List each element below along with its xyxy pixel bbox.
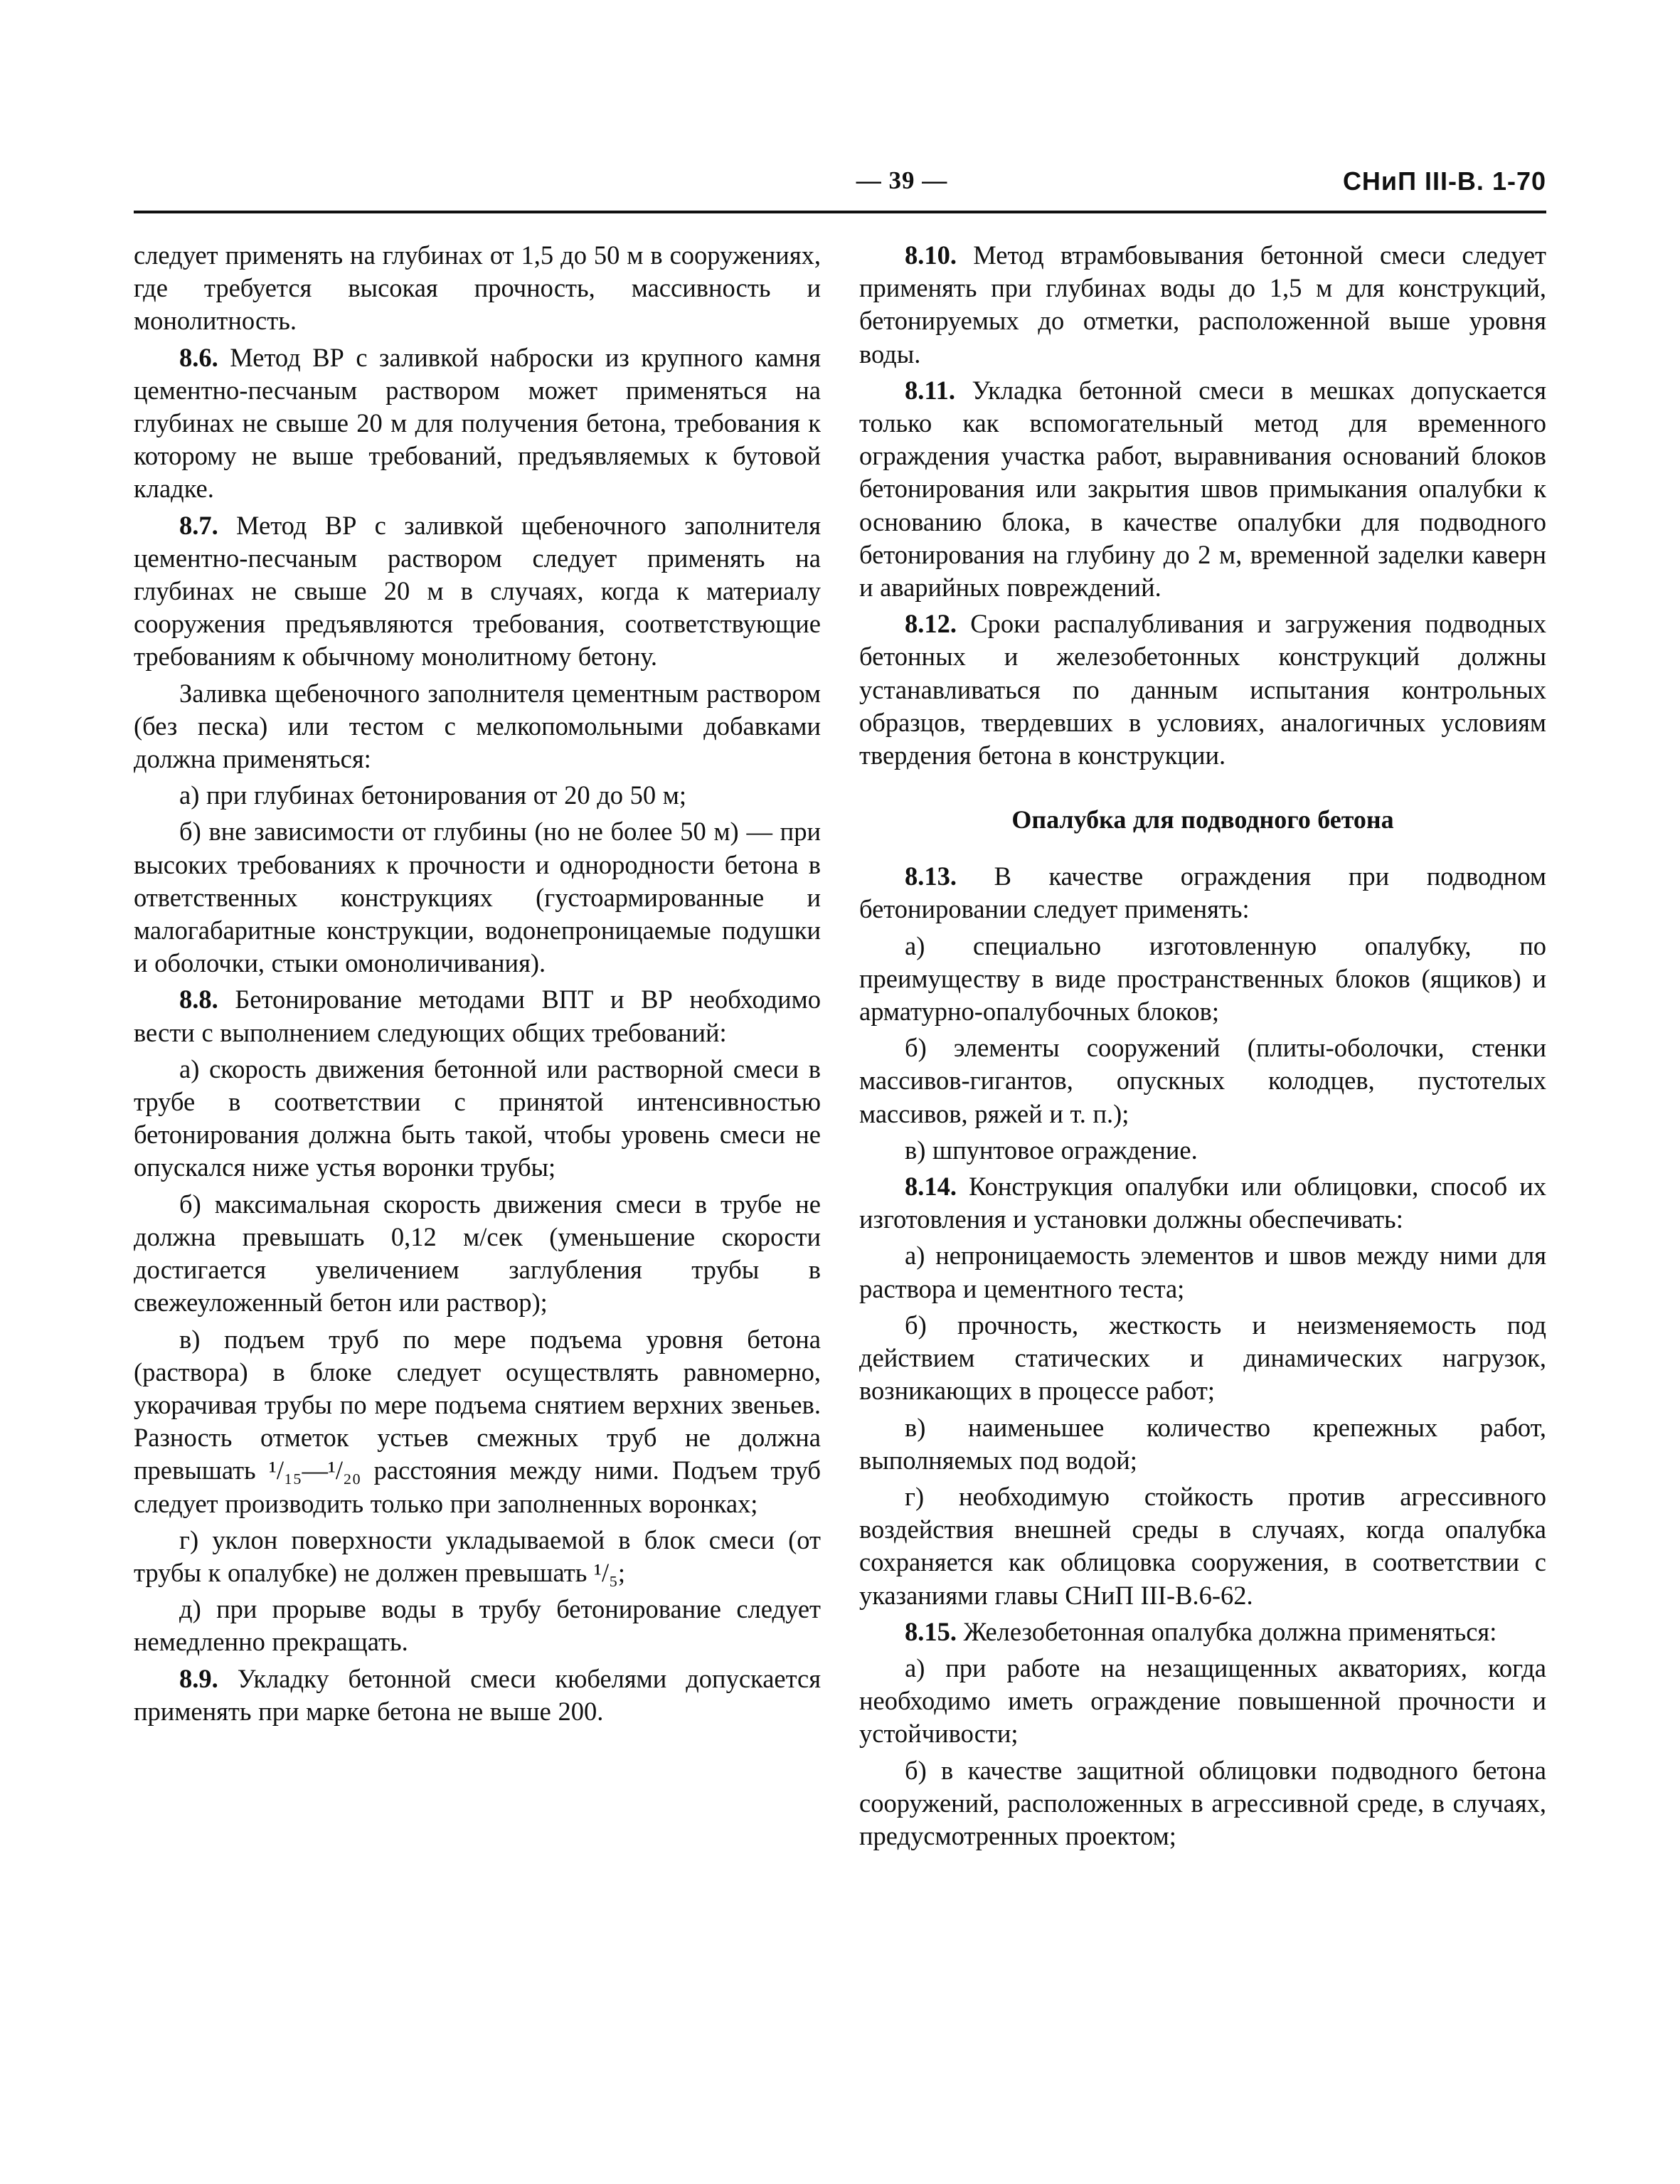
list-item-text: в) шпунтовое ограждение. [905,1135,1198,1165]
list-item [859,1411,1546,1477]
list-item [859,1134,1546,1167]
header-divider [134,211,1546,213]
list-item [134,815,821,980]
list-item [134,779,821,812]
list-item [859,1652,1546,1751]
list-item [859,1480,1546,1612]
list-item-text: а) при работе на незащищенных акваториях, когда необходимо иметь ограждение повышенной прочности и устойчивости; [859,1653,1546,1749]
list-item-text: б) прочность, жесткость и неизменяемость под действием статических и динамических нагрузок, возникающих в процессе работ; [859,1310,1546,1406]
list-item [859,1032,1546,1130]
section-heading: Опалубка для подводного бетона [1011,805,1394,834]
section-number: 8.13. [905,862,957,891]
section-number: 8.9. [179,1663,218,1693]
list-item-text: г) необходимую стойкость против агрессивного воздействия внешней среды в случаях, когда опалубка сохраняется как облицовка сооружения, в соответствии с указаниями главы СНиП III-В.6-62. [859,1481,1546,1610]
list-item [134,1524,821,1589]
list-item-text: б) вне зависимости от глубины (но не более 50 м) — при высоких требованиях к прочности и однородности бетона в ответственных конструкциях (густоармированные и малогабаритные конструкции, водонепроницаемые подушки и оболочки, стыки омоноличивания). [134,817,821,978]
list-item [134,1323,821,1520]
paragraph-text: Бетонирование методами ВПТ и ВР необходимо вести с выполнением следующих общих требований: [134,985,821,1047]
list-item [859,1754,1546,1853]
section-number: 8.15. [905,1616,957,1646]
paragraph-text: Железобетонная опалубка должна применяться: [963,1616,1497,1646]
list-item [134,1053,821,1184]
list-item [859,1309,1546,1408]
section-8-14-paragraph [859,1170,1546,1236]
section-number: 8.10. [905,240,957,270]
right-column [859,239,1546,1856]
page-number: — 39 — [856,166,948,194]
list-item-text: г) уклон поверхности укладываемой в блок смеси (от трубы к опалубке) не должен превышать ¹/₅; [134,1525,821,1587]
list-item-text: а) при глубинах бетонирования от 20 до 50 м; [179,780,687,810]
section-number: 8.8. [179,985,218,1014]
left-column [134,239,821,1732]
paragraph-text: Укладка бетонной смеси в мешках допускается только как вспомогательный метод для временного ограждения участка работ, выравнивания оснований блоков бетонирования или закрытия швов примыкания опалубки к основанию блока, в качестве опалубки для подводного бетонирования на глубину до 2 м, временной заделки каверн и аварийных повреждений. [859,375,1547,603]
paragraph-text: Конструкция опалубки или облицовки, способ их изготовления и установки должны обеспечивать: [859,1172,1547,1234]
section-number: 8.6. [179,342,218,372]
section-number: 8.11. [905,375,955,405]
paragraph-text: Укладку бетонной смеси кюбелями допускается применять при марке бетона не выше 200. [134,1663,821,1726]
list-item-text: а) скорость движения бетонной или растворной смеси в трубе в соответствии с принятой интенсивностью бетонирования должна быть такой, чтобы уровень смеси не опускался ниже устья воронки трубы; [134,1054,821,1182]
document-code: СНиП III-В. 1-70 [1342,166,1546,196]
list-item [134,1593,821,1658]
list-item-text: б) максимальная скорость движения смеси в трубе не должна превышать 0,12 м/сек (уменьшение скорости достигается увеличением заглубления трубы в свежеуложенный бетон или раствор); [134,1189,821,1318]
section-number: 8.7. [179,510,218,540]
section-8-15-paragraph [859,1616,1546,1648]
list-item-text: д) при прорыве воды в трубу бетонирование следует немедленно прекращать. [134,1594,821,1657]
paragraph-text: следует применять на глубинах от 1,5 до 50 м в сооружениях, где требуется высокая прочность, массивность и монолитность. [134,240,821,336]
section-8-6-paragraph [134,341,821,506]
section-number: 8.14. [905,1172,957,1202]
paragraph-text: Метод ВР с заливкой наброски из крупного камня цементно-песчаным раствором может применяться на глубинах не свыше 20 м для получения бетона, требования к которому не выше требований, предъявляемых к бутовой кладке. [134,342,822,504]
list-item [859,930,1546,1029]
section-8-8-paragraph [134,983,821,1049]
paragraph-text: Заливка щебеночного заполнителя цементным раствором (без песка) или тестом с мелкопомольными добавками должна применяться: [134,678,821,774]
list-item [134,1188,821,1320]
list-item-text: б) в качестве защитной облицовки подводного бетона сооружений, расположенных в агрессивной среде, в случаях, предусмотренных проектом; [859,1755,1546,1850]
list-item-text: а) непроницаемость элементов и швов между ними для раствора и цементного теста; [859,1241,1546,1303]
list-item-text: в) подъем труб по мере подъема уровня бетона (раствора) в блоке следует осуществлять равномерно, укорачивая трубы по мере подъема снятием верхних звеньев. Разность отметок устьев смежных труб не должна превышать ¹/₁₅—¹/₂₀ расстояния между ними. Подъем труб следует производить только при заполненных воронках; [134,1324,821,1518]
paragraph-text: Метод втрамбовывания бетонной смеси следует применять при глубинах воды до 1,5 м для конструкций, бетонируемых до отметки, расположенной выше уровня воды. [859,240,1546,369]
section-number: 8.12. [905,609,957,639]
list-item [859,1239,1546,1305]
section-8-9-paragraph [134,1663,821,1728]
section-8-10-paragraph [859,239,1546,371]
section-8-12-paragraph [859,608,1546,772]
section-8-7-paragraph [134,509,821,674]
list-item-text: а) специально изготовленную опалубку, по преимуществу в виде пространственных блоков (ящиков) и арматурно-опалубочных блоков; [859,931,1546,1027]
list-item-text: в) наименьшее количество крепежных работ, выполняемых под водой; [859,1412,1546,1475]
section-8-13-paragraph [859,860,1546,926]
paragraph-text: Метод ВР с заливкой щебеночного заполнителя цементно-песчаным раствором следует применять на глубинах не свыше 20 м в случаях, когда к материалу сооружения предъявляются требования, соответствующие требованиям к обычному монолитному бетону. [134,510,822,672]
section-8-11-paragraph [859,374,1546,604]
paragraph-text: Сроки распалубливания и загружения подводных бетонных и железобетонных конструкций должны устанавливаться по данным испытания контрольных образцов, твердевших в условиях, аналогичных условиям твердения бетона в конструкции. [859,609,1546,770]
paragraph-text: В качестве ограждения при подводном бетонировании следует применять: [859,862,1546,924]
list-item-text: б) элементы сооружений (плиты-оболочки, стенки массивов-гигантов, опускных колодцев, пустотелых массивов, ряжей и т. п.); [859,1033,1546,1128]
page-header [134,161,1546,211]
paragraph-continuation [134,239,821,338]
paragraph [134,677,821,776]
